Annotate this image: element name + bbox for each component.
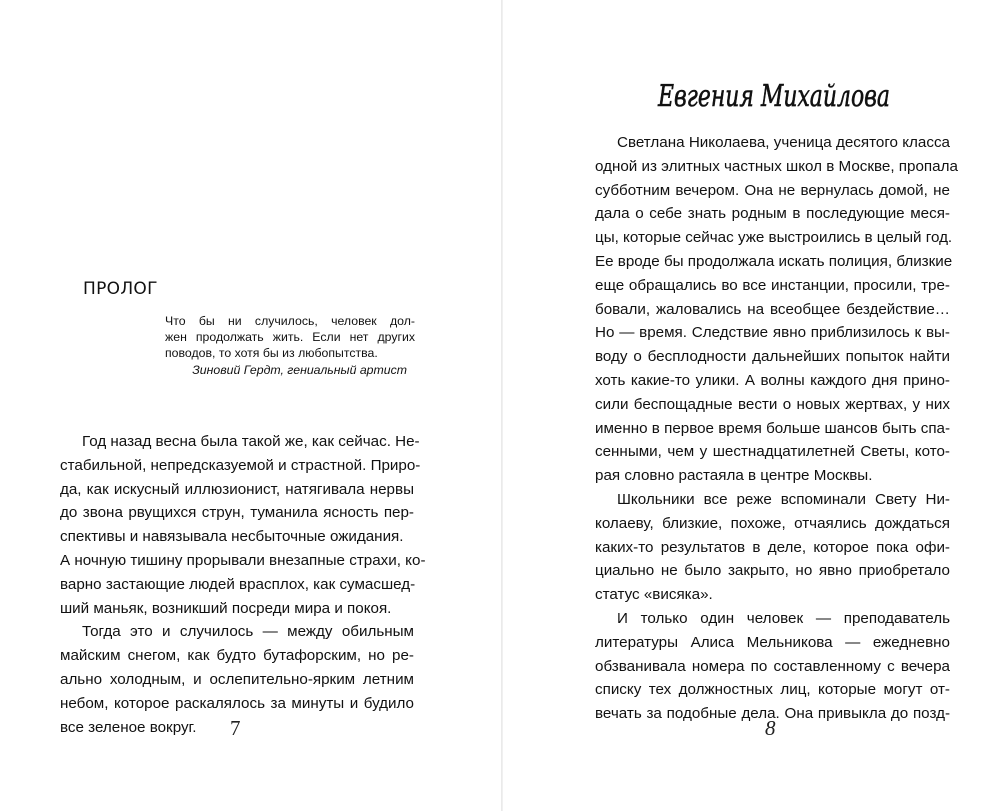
left-page	[0, 0, 500, 811]
right-body-text	[595, 131, 958, 726]
text-line: стабильной, непредсказуемой и страстной. Приро-	[60, 456, 421, 474]
text-line: Но — время. Следствие явно приблизилось к вы-	[595, 324, 950, 342]
text-line: статус «висяка».	[595, 586, 713, 604]
text-line: варно застающие людей врасплох, как сумасшед-	[60, 575, 416, 593]
text-line: каких-то результатов в деле, которое пока офи-	[595, 538, 950, 556]
text-line: воду о бесплодности дальнейших попыток найти	[595, 348, 950, 366]
text-line: субботним вечером. Она не вернулась домой, не	[595, 181, 950, 199]
epigraph-attribution: Зиновий Гердт, гениальный артист	[192, 363, 407, 378]
text-line: литературы Алиса Мельникова — ежедневно	[595, 633, 950, 651]
page-number: 8	[765, 716, 776, 740]
text-line: небом, которое раскалялось за минуты и будило	[60, 694, 414, 712]
left-body-text	[60, 430, 426, 739]
text-line: Светлана Николаева, ученица десятого класса	[617, 134, 950, 151]
text-line: да, как искусный иллюзионист, натягивала нервы	[60, 480, 414, 498]
text-line: Год назад весна была такой же, как сейчас. Не-	[82, 433, 420, 450]
text-line: майским снегом, как будто бутафорским, но ре-	[60, 647, 414, 665]
right-page	[504, 0, 1007, 811]
text-line: списку тех должностных лиц, которые могут от-	[595, 681, 950, 699]
text-line: И только один человек — преподаватель	[617, 609, 950, 627]
text-line: именно в первое время больше шансов быть спа-	[595, 419, 951, 437]
text-line: дала о себе знать родным в последующие меся-	[595, 205, 950, 223]
book-gutter	[501, 0, 503, 811]
epigraph-line: жен продолжать жить. Если нет других	[165, 329, 415, 344]
epigraph-line: Что бы ни случилось, человек дол-	[165, 314, 415, 328]
text-line: сили беспощадные вести о новых жертвах, у них	[595, 395, 950, 413]
text-line: циально не было закрыто, но явно приобретало	[595, 562, 950, 580]
epigraph-line: поводов, то хотя бы из любопытства.	[165, 345, 378, 360]
text-line: ший маньяк, возникший посреди мира и покоя.	[60, 599, 392, 617]
text-line: колаеву, близкие, похоже, отчаялись дождаться	[595, 514, 950, 532]
text-line: бовали, жаловались на всеобщее бездействие…	[595, 300, 950, 318]
text-line: сенными, чем у шестнадцатилетней Светы, кото-	[595, 443, 950, 461]
text-line: А ночную тишину прорывали внезапные страхи, ко-	[60, 551, 426, 569]
text-line: все зеленое вокруг.	[60, 718, 197, 736]
text-line: вечать за подобные дела. Она привыкла до позд-	[595, 705, 950, 723]
text-line: цы, которые сейчас уже выстроились в целый год.	[595, 229, 953, 247]
chapter-title: ПРОЛОГ	[83, 279, 158, 299]
running-head-lettering	[654, 70, 894, 118]
running-head-text: Евгения Михайлова	[657, 79, 890, 114]
text-line: одной из элитных частных школ в Москве, пропала	[595, 157, 958, 175]
text-line: обзванивала номера по составленному с вечера	[595, 657, 950, 675]
page-number: 7	[230, 716, 241, 740]
epigraph	[165, 314, 415, 379]
text-line: Школьники все реже вспоминали Свету Ни-	[617, 490, 950, 508]
running-head-author	[654, 70, 894, 118]
text-line: ально холодным, и ослепительно-ярким летним	[60, 670, 414, 688]
text-line: еще обращались во все инстанции, просили, тре-	[595, 276, 950, 294]
text-line: до звона рвущихся струн, туманила ясность пер-	[60, 504, 414, 522]
text-line: хоть какие-то улики. А волны каждого дня прино-	[595, 371, 950, 389]
text-line: Ее вроде бы продолжала искать полиция, близкие	[595, 252, 953, 270]
text-line: рая словно растаяла в центре Москвы.	[595, 467, 873, 485]
text-line: Тогда это и случилось — между обильным	[82, 623, 414, 641]
text-line: спективы и навязывала несбыточные ожидания.	[60, 528, 404, 546]
